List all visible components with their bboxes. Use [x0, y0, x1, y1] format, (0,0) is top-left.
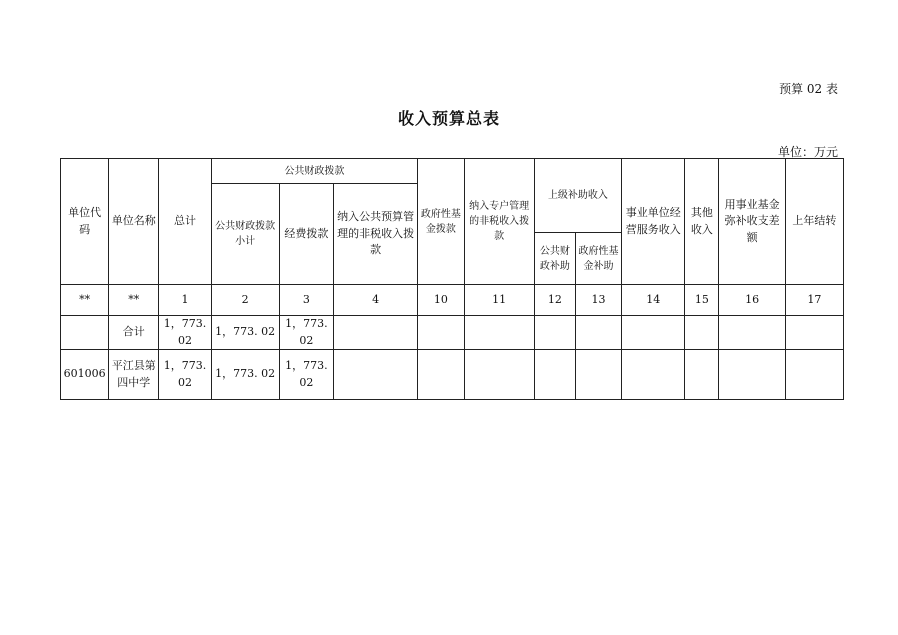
index-cell: ** — [61, 285, 109, 316]
index-cell: 16 — [719, 285, 785, 316]
empty-cell — [464, 316, 534, 350]
empty-cell — [622, 350, 685, 400]
empty-cell — [719, 316, 785, 350]
page-title: 收入预算总表 — [397, 109, 500, 128]
form-number: 预算 02 表 — [779, 82, 838, 96]
table-row — [61, 350, 844, 400]
index-cell: 11 — [464, 285, 534, 316]
empty-cell — [418, 316, 464, 350]
index-cell: 13 — [575, 285, 621, 316]
header-superior-subsidy-group: 上级补助收入 — [534, 159, 621, 233]
total-cell: 1，773. 02 — [159, 350, 211, 400]
empty-cell — [334, 316, 418, 350]
empty-cell — [575, 316, 621, 350]
unit-label: 单位：万元 — [777, 145, 838, 159]
empty-cell — [575, 350, 621, 400]
empty-cell — [785, 350, 843, 400]
index-cell: 12 — [534, 285, 575, 316]
empty-cell — [534, 316, 575, 350]
index-cell: 15 — [685, 285, 719, 316]
header-public-finance-subsidy: 公共财政补助 — [534, 233, 575, 285]
empty-cell — [785, 316, 843, 350]
subtotal-cell: 1，773. 02 — [211, 316, 279, 350]
header-row-1 — [61, 159, 844, 184]
index-cell: ** — [109, 285, 159, 316]
header-public-finance-subtotal: 公共财政拨款小计 — [211, 184, 279, 285]
header-operating-appropriation: 经费拨款 — [279, 184, 333, 285]
index-cell: 14 — [622, 285, 685, 316]
unit-name-cell: 平江县第四中学 — [109, 350, 159, 400]
empty-cell — [719, 350, 785, 400]
empty-cell — [334, 350, 418, 400]
header-public-finance-group: 公共财政拨款 — [211, 159, 418, 184]
header-gov-fund-appropriation: 政府性基金拨款 — [418, 159, 464, 285]
index-cell: 4 — [334, 285, 418, 316]
header-unit-code: 单位代码 — [61, 159, 109, 285]
empty-cell — [464, 350, 534, 400]
table-row — [61, 316, 844, 350]
income-budget-table — [60, 158, 844, 400]
index-cell: 1 — [159, 285, 211, 316]
index-cell: 2 — [211, 285, 279, 316]
empty-cell — [685, 350, 719, 400]
total-cell: 1，773. 02 — [159, 316, 211, 350]
header-unit-name: 单位名称 — [109, 159, 159, 285]
empty-cell — [622, 316, 685, 350]
header-business-service-income: 事业单位经营服务收入 — [622, 159, 685, 285]
header-gov-fund-subsidy: 政府性基金补助 — [575, 233, 621, 285]
empty-cell — [685, 316, 719, 350]
header-other-income: 其他收入 — [685, 159, 719, 285]
subtotal-cell: 1，773. 02 — [211, 350, 279, 400]
operating-cell: 1，773. 02 — [279, 350, 333, 400]
empty-cell — [534, 350, 575, 400]
operating-cell: 1，773. 02 — [279, 316, 333, 350]
index-cell: 10 — [418, 285, 464, 316]
header-fund-deficit-cover: 用事业基金弥补收支差额 — [719, 159, 785, 285]
index-cell: 3 — [279, 285, 333, 316]
index-row — [61, 285, 844, 316]
index-cell: 17 — [785, 285, 843, 316]
unit-name-cell: 合计 — [109, 316, 159, 350]
unit-code-cell — [61, 316, 109, 350]
header-total: 总计 — [159, 159, 211, 285]
header-public-budget-non-tax: 纳入公共预算管理的非税收入拨款 — [334, 184, 418, 285]
header-special-non-tax: 纳入专户管理的非税收入拨款 — [464, 159, 534, 285]
header-prior-year-carryover: 上年结转 — [785, 159, 843, 285]
unit-code-cell: 601006 — [61, 350, 109, 400]
empty-cell — [418, 350, 464, 400]
